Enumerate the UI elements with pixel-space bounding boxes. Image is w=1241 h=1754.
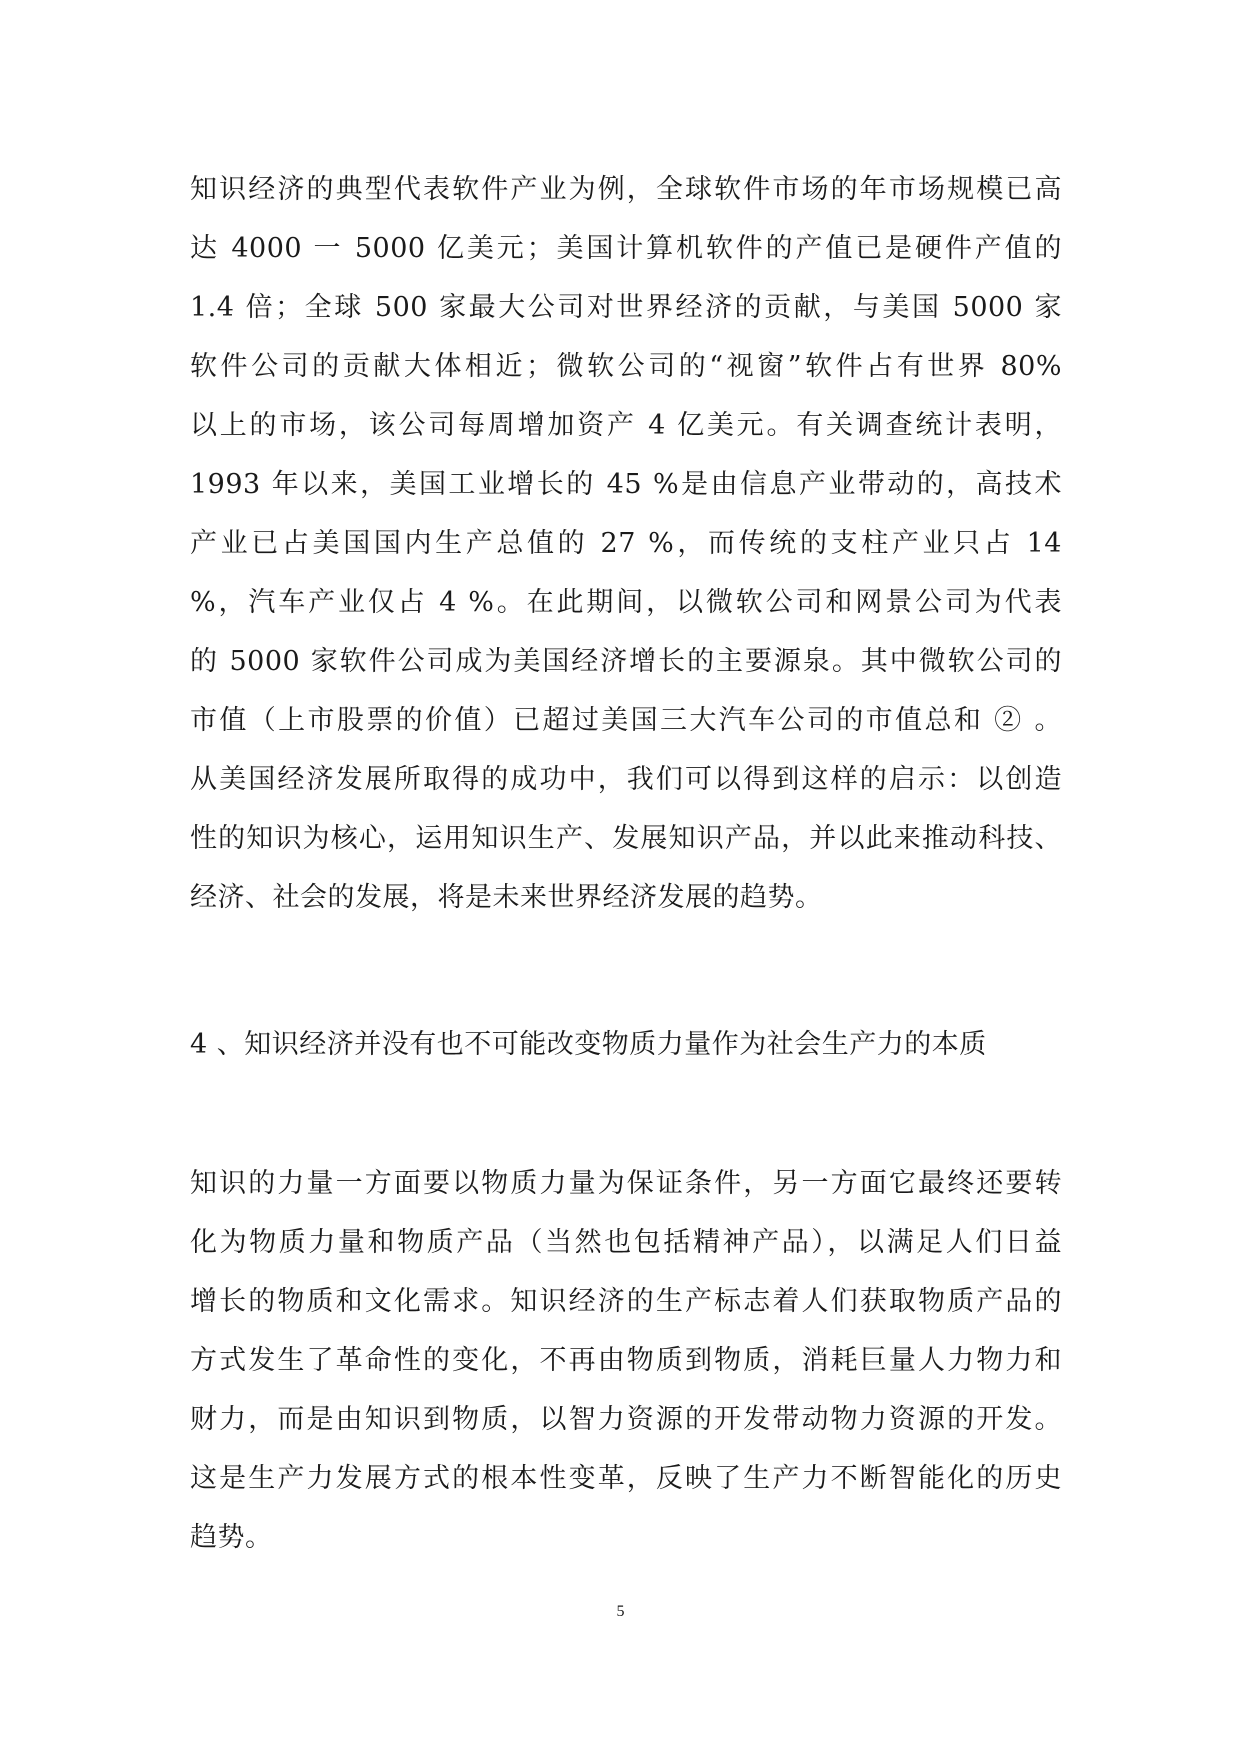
text-line: 市值（上市股票的价值）已超过美国三大汽车公司的市值总和 ② 。 [190, 705, 1062, 736]
text-line: 达 4000 一 5000 亿美元；美国计算机软件的产值已是硬件产值的 [190, 233, 1062, 264]
text-line: 方式发生了革命性的变化，不再由物质到物质，消耗巨量人力物力和 [190, 1345, 1062, 1376]
text-line: 知识经济的典型代表软件产业为例，全球软件市场的年市场规模已高 [190, 174, 1062, 205]
text-line: 知识的力量一方面要以物质力量为保证条件，另一方面它最终还要转 [190, 1168, 1062, 1199]
text-line: 产业已占美国国内生产总值的 27 %，而传统的支柱产业只占 14 [190, 528, 1062, 559]
text-line: 增长的物质和文化需求。知识经济的生产标志着人们获取物质产品的 [190, 1286, 1062, 1317]
text-line: 性的知识为核心，运用知识生产、发展知识产品，并以此来推动科技、 [190, 823, 1062, 854]
page-number: 5 [616, 1603, 625, 1620]
text-line: 软件公司的贡献大体相近；微软公司的“视窗”软件占有世界 80% [190, 351, 1062, 382]
text-line: 1.4 倍；全球 500 家最大公司对世界经济的贡献，与美国 5000 家 [190, 292, 1062, 323]
section-heading: 4 、知识经济并没有也不可能改变物质力量作为社会生产力的本质 [190, 1029, 987, 1060]
text-line: 1993 年以来，美国工业增长的 45 %是由信息产业带动的，高技术 [190, 469, 1062, 500]
text-line: 的 5000 家软件公司成为美国经济增长的主要源泉。其中微软公司的 [190, 646, 1062, 677]
text-line: 经济、社会的发展，将是未来世界经济发展的趋势。 [190, 882, 823, 913]
text-line: 这是生产力发展方式的根本性变革，反映了生产力不断智能化的历史 [190, 1463, 1062, 1494]
text-line: 财力，而是由知识到物质，以智力资源的开发带动物力资源的开发。 [190, 1404, 1062, 1435]
text-line: 化为物质力量和物质产品（当然也包括精神产品），以满足人们日益 [190, 1227, 1062, 1258]
text-line: 以上的市场，该公司每周增加资产 4 亿美元。有关调查统计表明， [190, 410, 1062, 441]
text-line: 趋势。 [190, 1522, 273, 1553]
text-line: %，汽车产业仅占 4 %。在此期间，以微软公司和网景公司为代表 [190, 587, 1062, 618]
text-line: 从美国经济发展所取得的成功中，我们可以得到这样的启示：以创造 [190, 764, 1062, 795]
